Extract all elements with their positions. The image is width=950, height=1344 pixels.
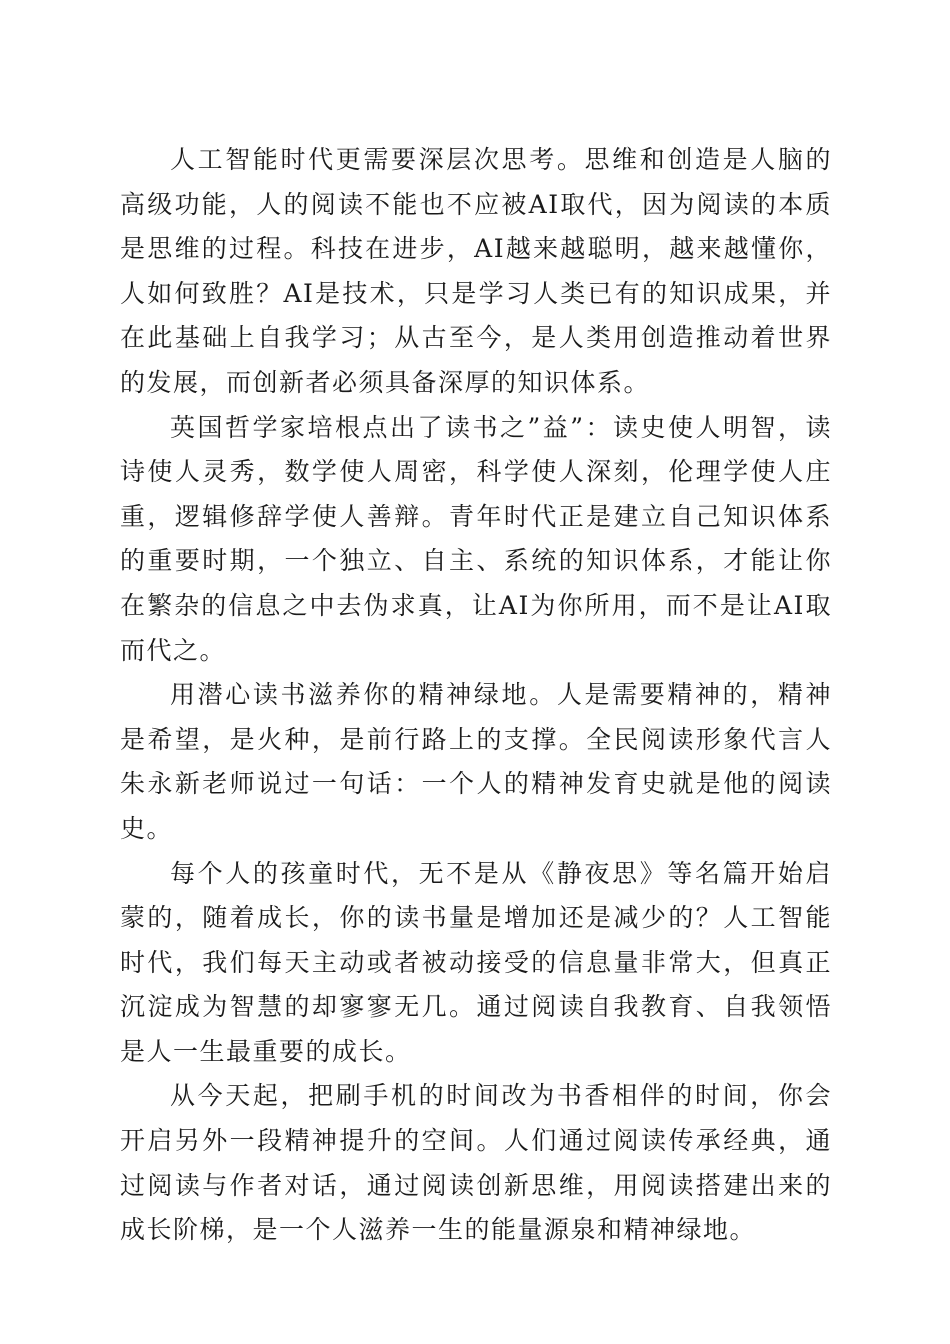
document-body bbox=[120, 138, 832, 1253]
paragraph-ai-deep-thinking: 人工智能时代更需要深层次思考。思维和创造是人脑的高级功能，人的阅读不能也不应被AI取代，因为阅读的本质是思维的过程。科技在进步，AI越来越聪明，越来越懂你，人如何致胜？AI是技术，只是学习人类已有的知识成果，并在此基础上自我学习；从古至今，是人类用创造推动着世界的发展，而创新者必须具备深厚的知识体系。 bbox=[120, 145, 832, 397]
paragraph-from-today: 从今天起，把刷手机的时间改为书香相伴的时间，你会开启另外一段精神提升的空间。人们通过阅读传承经典，通过阅读与作者对话，通过阅读创新思维，用阅读搭建出来的成长阶梯，是一个人滋养一生的能量源泉和精神绿地。 bbox=[120, 1081, 832, 1245]
paragraph-bacon-quote: 英国哲学家培根点出了读书之”益”：读史使人明智，读诗使人灵秀，数学使人周密，科学使人深刻，伦理学使人庄重，逻辑修辞学使人善辩。青年时代正是建立自己知识体系的重要时期，一个独立、自主、系统的知识体系，才能让你在繁杂的信息之中去伪求真，让AI为你所用，而不是让AI取而代之。 bbox=[120, 412, 832, 665]
paragraph-childhood-reading: 每个人的孩童时代，无不是从《静夜思》等名篇开始启蒙的，随着成长，你的读书量是增加还是减少的？人工智能时代，我们每天主动或者被动接受的信息量非常大，但真正沉淀成为智慧的却寥寥无几。通过阅读自我教育、自我领悟是人一生最重要的成长。 bbox=[120, 858, 832, 1066]
paragraph-spiritual-greenland: 用潜心读书滋养你的精神绿地。人是需要精神的，精神是希望，是火种，是前行路上的支撑。全民阅读形象代言人朱永新老师说过一句话：一个人的精神发育史就是他的阅读史。 bbox=[120, 680, 832, 843]
